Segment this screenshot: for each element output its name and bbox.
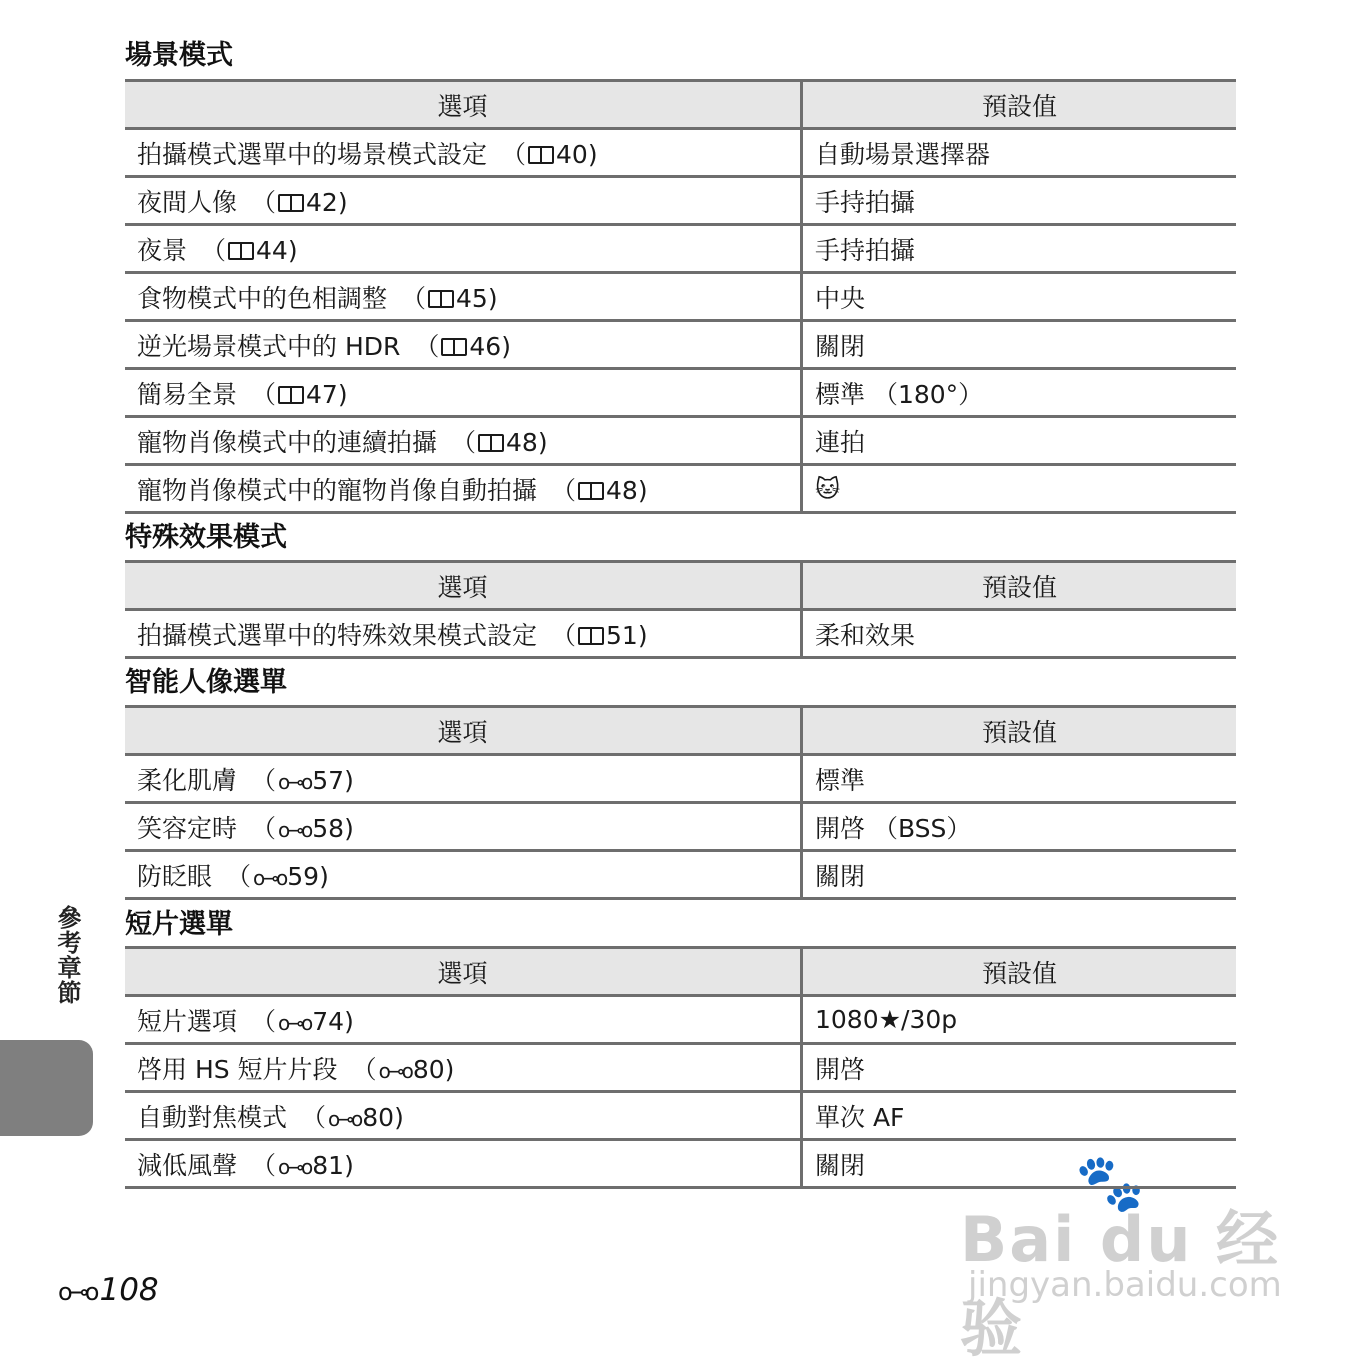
header-default: 預設值 — [981, 717, 1057, 747]
table-row — [125, 1093, 1236, 1141]
option-label: 寵物肖像模式中的連續拍攝 — [137, 427, 438, 457]
option-label: 夜間人像 — [137, 187, 238, 217]
page-reference — [352, 1050, 455, 1086]
settings-table — [125, 560, 1236, 659]
table-header-row — [125, 949, 1236, 997]
table-row — [125, 804, 1236, 852]
header-option: 選項 — [125, 82, 803, 127]
default-value: 單次 AF — [815, 1102, 905, 1132]
reference-open-paren: （ — [251, 1150, 277, 1180]
default-value: 關閉 — [815, 331, 866, 361]
option-label: 防眨眼 — [137, 861, 213, 891]
table-row — [125, 466, 1236, 514]
reference-open-paren: （ — [251, 813, 277, 843]
header-option: 選項 — [125, 949, 803, 994]
default-value-cell — [803, 1093, 1236, 1138]
table-row — [125, 130, 1236, 178]
reference-number: 81) — [312, 1150, 354, 1180]
settings-table — [125, 79, 1236, 514]
reference-icon: o⊸o — [278, 817, 311, 842]
option-cell — [125, 322, 803, 367]
book-icon — [278, 386, 304, 404]
default-value-cell — [803, 852, 1236, 897]
reference-open-paren: （ — [301, 1102, 327, 1132]
default-value-cell — [803, 322, 1236, 367]
reference-icon: o⊸o — [278, 1010, 311, 1035]
default-value-cell — [803, 756, 1236, 801]
default-value: 柔和效果 — [815, 620, 916, 650]
default-value-cell — [803, 178, 1236, 223]
default-value-cell — [803, 804, 1236, 849]
reference-number: 80) — [412, 1054, 455, 1084]
table-row — [125, 611, 1236, 659]
option-label: 逆光場景模式中的 HDR — [137, 331, 401, 361]
option-cell — [125, 418, 803, 463]
chapter-side-label: 參考章節 — [53, 905, 81, 1005]
default-value: 標準 — [815, 765, 866, 795]
option-label: 食物模式中的色相調整 — [137, 283, 388, 313]
table-row — [125, 997, 1236, 1045]
header-default: 預設值 — [981, 91, 1057, 121]
reference-number: 47) — [306, 379, 348, 409]
option-label: 自動對焦模式 — [137, 1102, 288, 1132]
table-row — [125, 1141, 1236, 1189]
table-row — [125, 178, 1236, 226]
book-icon — [478, 434, 504, 452]
page-number — [58, 1272, 159, 1308]
reference-number: 44) — [256, 235, 298, 265]
page-reference — [401, 279, 498, 315]
option-cell — [125, 1045, 803, 1090]
reference-number: 48) — [506, 427, 548, 457]
table-row — [125, 274, 1236, 322]
page-number-value: 108 — [99, 1272, 159, 1308]
default-value: 連拍 — [815, 427, 866, 457]
option-cell — [125, 370, 803, 415]
option-cell — [125, 178, 803, 223]
default-value-cell — [803, 418, 1236, 463]
option-label: 笑容定時 — [137, 813, 238, 843]
header-default: 預設值 — [981, 958, 1057, 988]
default-value: 開啓 — [815, 1054, 866, 1084]
reference-number: 80) — [362, 1102, 404, 1132]
page-reference — [226, 857, 329, 893]
reference-icon: o⊸o — [278, 769, 311, 794]
option-cell — [125, 466, 803, 511]
book-icon — [441, 338, 467, 356]
reference-number: 42) — [306, 187, 348, 217]
reference-open-paren: （ — [251, 1006, 277, 1036]
header-default: 預設值 — [981, 572, 1057, 602]
reference-number: 59) — [287, 861, 329, 891]
reference-icon: o⊸o — [278, 1154, 311, 1179]
reference-number: 40) — [556, 139, 598, 169]
default-value-cell — [803, 611, 1236, 656]
table-row — [125, 852, 1236, 900]
option-label: 柔化肌膚 — [137, 765, 238, 795]
section-title: 智能人像選單 — [125, 667, 287, 698]
book-icon — [528, 146, 554, 164]
default-value: 中央 — [815, 283, 866, 313]
reference-icon: o⊸o — [328, 1106, 361, 1131]
page-reference — [251, 1002, 354, 1038]
book-icon — [428, 290, 454, 308]
table-row — [125, 418, 1236, 466]
section-title: 場景模式 — [125, 40, 233, 71]
book-icon — [578, 627, 604, 645]
reference-open-paren: （ — [401, 283, 427, 313]
option-cell — [125, 130, 803, 175]
option-cell — [125, 226, 803, 271]
header-option: 選項 — [125, 563, 803, 608]
reference-number: 46) — [469, 331, 511, 361]
reference-open-paren: （ — [251, 765, 277, 795]
default-value-cell — [803, 370, 1236, 415]
reference-open-paren: （ — [501, 139, 527, 169]
reference-number: 51) — [606, 620, 648, 650]
table-row — [125, 322, 1236, 370]
option-cell — [125, 1141, 803, 1186]
default-value-cell — [803, 997, 1236, 1042]
section-title: 短片選單 — [125, 909, 233, 940]
page-reference — [414, 327, 511, 363]
header-option: 選項 — [125, 708, 803, 753]
option-cell — [125, 274, 803, 319]
reference-open-paren: （ — [251, 379, 277, 409]
reference-open-paren: （ — [226, 861, 252, 891]
section-title: 特殊效果模式 — [125, 522, 287, 553]
page-reference — [501, 135, 598, 171]
table-row — [125, 756, 1236, 804]
reference-open-paren: （ — [551, 475, 577, 505]
page-reference — [551, 471, 648, 507]
pet-auto-release-icon: 🐱 — [815, 474, 841, 503]
chapter-tab — [0, 1040, 93, 1136]
page-reference — [251, 375, 348, 411]
reference-number: 74) — [312, 1006, 354, 1036]
option-cell — [125, 756, 803, 801]
option-cell — [125, 852, 803, 897]
default-value: 開啓 （BSS） — [815, 813, 972, 843]
default-value: 關閉 — [815, 861, 866, 891]
table-header-row — [125, 563, 1236, 611]
reference-open-paren: （ — [201, 235, 227, 265]
paw-icon: 🐾 — [1075, 1151, 1145, 1216]
reference-number: 48) — [606, 475, 648, 505]
default-value-cell — [803, 466, 1236, 511]
page-reference — [251, 809, 354, 845]
default-value: 1080★/30p — [815, 1005, 958, 1034]
default-value: 手持拍攝 — [815, 187, 916, 217]
page-reference — [251, 1146, 354, 1182]
page-reference — [251, 761, 354, 797]
table-header-row — [125, 708, 1236, 756]
reference-number: 45) — [456, 283, 498, 313]
reference-number: 58) — [312, 813, 354, 843]
option-cell — [125, 611, 803, 656]
reference-open-paren: （ — [251, 187, 277, 217]
page-reference — [301, 1098, 404, 1134]
settings-table — [125, 946, 1236, 1189]
book-icon — [278, 194, 304, 212]
table-row — [125, 370, 1236, 418]
table-header-row — [125, 82, 1236, 130]
default-value: 標準 （180°） — [815, 379, 984, 409]
page-reference — [451, 423, 548, 459]
default-value: 關閉 — [815, 1150, 866, 1180]
reference-open-paren: （ — [451, 427, 477, 457]
reference-open-paren: （ — [414, 331, 440, 361]
reference-open-paren: （ — [351, 1054, 377, 1084]
watermark-url: jingyan.baidu.com — [968, 1265, 1282, 1305]
page-reference — [251, 183, 348, 219]
option-cell — [125, 804, 803, 849]
default-value: 手持拍攝 — [815, 235, 916, 265]
option-label: 寵物肖像模式中的寵物肖像自動拍攝 — [137, 475, 538, 505]
book-icon — [578, 482, 604, 500]
table-row — [125, 226, 1236, 274]
default-value: 自動場景選擇器 — [815, 139, 991, 169]
option-label: 啓用 HS 短片片段 — [137, 1054, 338, 1084]
reference-icon: o⊸o — [378, 1058, 411, 1083]
option-label: 短片選項 — [137, 1006, 238, 1036]
option-label: 拍攝模式選單中的場景模式設定 — [137, 139, 488, 169]
page-reference — [201, 231, 298, 267]
option-label: 簡易全景 — [137, 379, 238, 409]
reference-icon: o⊸o — [58, 1278, 96, 1306]
watermark-logo: Bai du 经验 — [960, 1203, 1281, 1365]
default-value-cell — [803, 226, 1236, 271]
default-value-cell — [803, 1045, 1236, 1090]
reference-number: 57) — [312, 765, 354, 795]
option-cell — [125, 1093, 803, 1138]
page-reference — [551, 616, 648, 652]
settings-table — [125, 705, 1236, 900]
option-cell — [125, 997, 803, 1042]
reference-open-paren: （ — [551, 620, 577, 650]
option-label: 夜景 — [137, 235, 188, 265]
reference-icon: o⊸o — [253, 865, 286, 890]
default-value-cell — [803, 274, 1236, 319]
default-value-cell — [803, 1141, 1236, 1186]
default-value-cell — [803, 130, 1236, 175]
table-row — [125, 1045, 1236, 1093]
option-label: 拍攝模式選單中的特殊效果模式設定 — [137, 620, 538, 650]
book-icon — [228, 242, 254, 260]
option-label: 減低風聲 — [137, 1150, 238, 1180]
